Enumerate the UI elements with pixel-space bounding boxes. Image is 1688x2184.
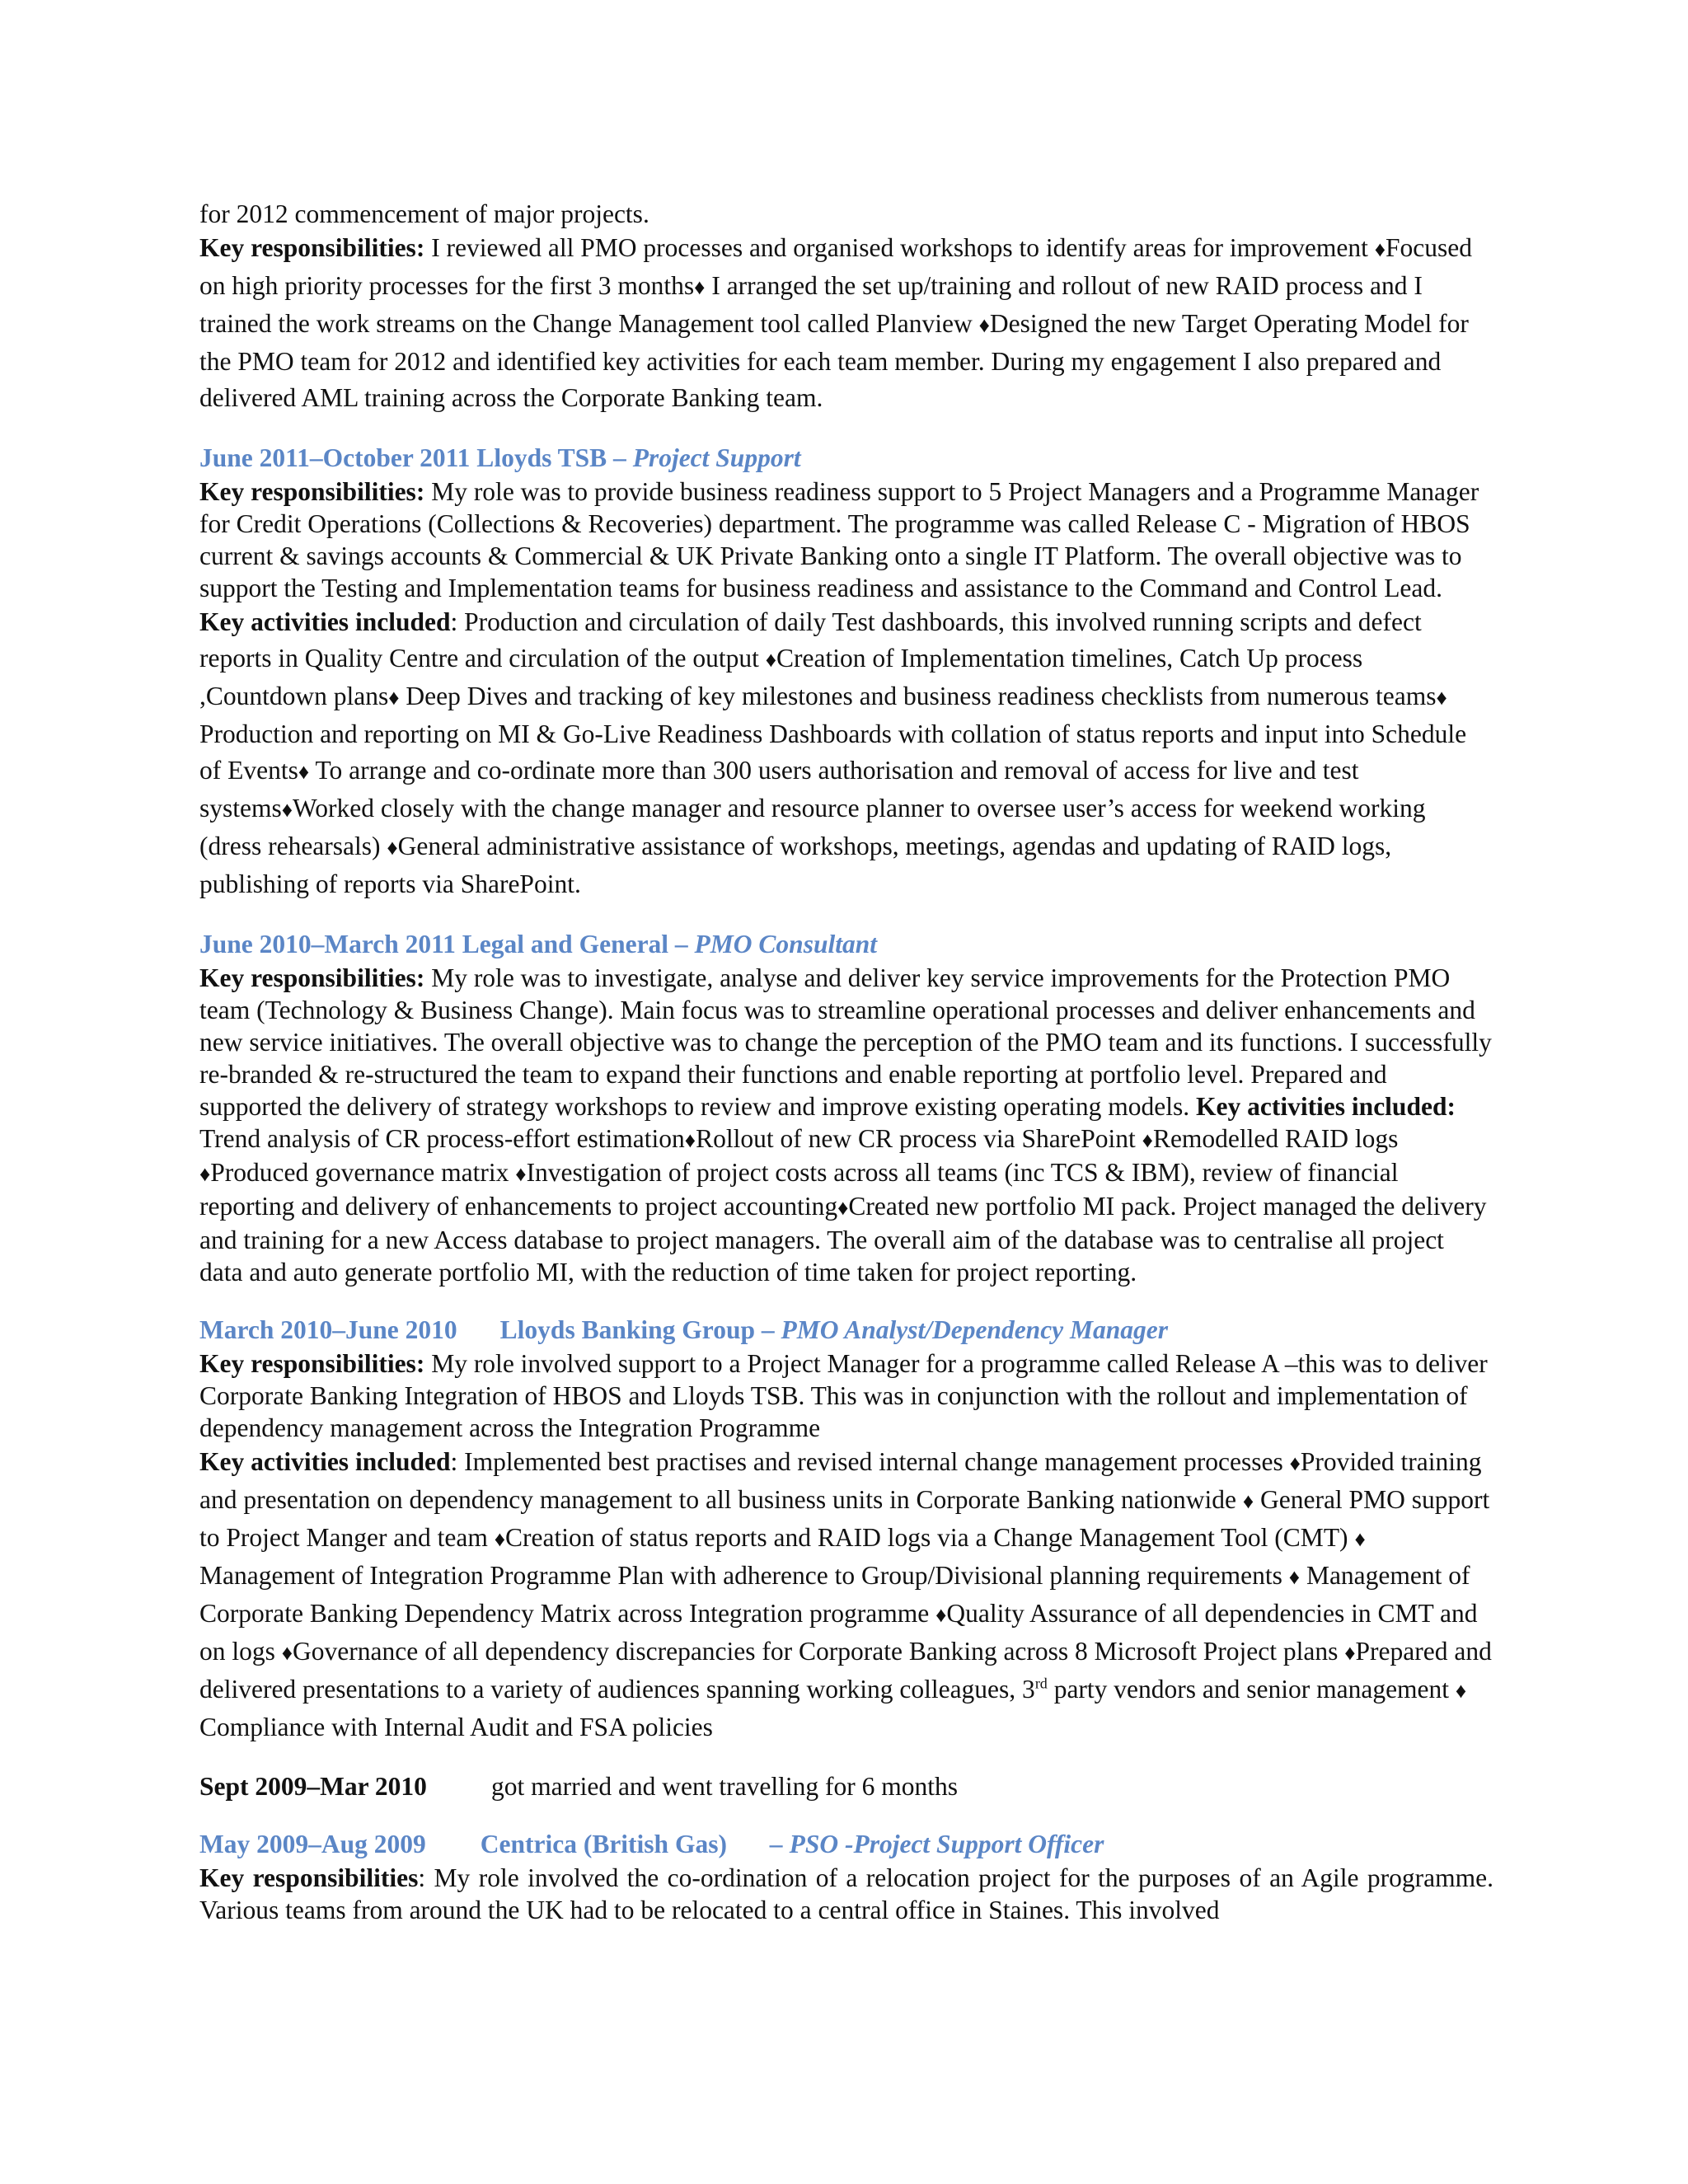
job-heading-text: June 2010–March 2011 Legal and General –	[199, 930, 695, 958]
responsibilities-text: : My role involved the co-ordination of a relocation project for the purposes of an Agile programme. Various teams from around the UK had to be relocated to a central office in Staines. This involved	[199, 1863, 1493, 1924]
career-break-date: Sept 2009–Mar 2010	[199, 1772, 427, 1801]
job-heading-lloyds-banking-group	[199, 1313, 1493, 1347]
intro-line: for 2012 commencement of major projects.	[199, 199, 649, 228]
diamond-bullet-icon: ♦	[684, 1128, 696, 1152]
diamond-bullet-icon: ♦	[765, 648, 776, 672]
activity-text: Deep Dives and tracking of key milestones and business readiness checklists from numerous teams	[399, 682, 1437, 710]
job-heading-centrica	[199, 1827, 1493, 1862]
intro-continuation	[199, 198, 1493, 230]
cv-page	[199, 198, 1493, 1926]
diamond-bullet-icon: ♦	[281, 798, 293, 822]
activity-text: Production and reporting on MI & Go-Live Readiness Dashboards with collation of status reports and input into Schedule of Events	[199, 719, 1467, 785]
activity-text: Worked closely with the change manager and resource planner to oversee user’s access for weekend working (dress rehearsals)	[199, 794, 1426, 860]
diamond-bullet-icon: ♦	[837, 1196, 849, 1220]
diamond-bullet-icon: ♦	[1374, 237, 1386, 261]
activity-text: Compliance with Internal Audit and FSA policies	[199, 1713, 713, 1741]
diamond-bullet-icon: ♦	[1436, 686, 1447, 710]
activity-text: Produced governance matrix	[210, 1158, 516, 1187]
job-role: PMO Consultant	[694, 930, 878, 958]
diamond-bullet-icon: ♦	[935, 1603, 947, 1627]
centrica-responsibilities	[199, 1862, 1493, 1926]
key-activities-label: Key activities included	[199, 1447, 451, 1476]
activity-text: General PMO support to Project Manger and team	[199, 1485, 1490, 1552]
intro-bullet-text: I arranged the set up/training and rollout of new RAID process and I trained the work streams on the Change Management tool called Planview	[199, 271, 1423, 338]
diamond-bullet-icon: ♦	[388, 686, 400, 710]
activity-text: Management of Corporate Banking Dependency Matrix across Integration programme	[199, 1561, 1470, 1628]
responsibilities-text: My role was to investigate, analyse and deliver key service improvements for the Protection PMO team (Technology & Business Change). Main focus was to streamline operational processes and deliver enhancements and new service initiatives. The overall objective was to change the perception of the PMO team and its functions. I successfully re-branded & re-structured the team to expand their functions and enable reporting at portfolio level. Prepared and supported the delivery of strategy workshops to review and improve existing operating models.	[199, 963, 1492, 1121]
activity-text: Rollout of new CR process via SharePoint	[696, 1124, 1142, 1153]
career-break-entry	[199, 1770, 1493, 1802]
legal-general-responsibilities	[199, 962, 1493, 1288]
key-activities-label: Key activities included:	[1195, 1092, 1456, 1121]
career-break-text: got married and went travelling for 6 months	[491, 1772, 958, 1801]
responsibilities-text: My role involved support to a Project Manager for a programme called Release A –this was to deliver Corporate Banking Integration of HBOS and Lloyds TSB. This was in conjunction with the rollout and implementation of dependency management across the Integration Programme	[199, 1349, 1488, 1442]
activity-text: Investigation of project costs across all teams (inc TCS & IBM), review of financial reporting and delivery of enhancements to project accounting	[199, 1158, 1399, 1221]
job-role: PMO Analyst/Dependency Manager	[781, 1315, 1169, 1344]
job-date: March 2010–June 2010	[199, 1315, 457, 1344]
key-responsibilities-label: Key responsibilities:	[199, 1349, 425, 1378]
job-date: May 2009–Aug 2009	[199, 1830, 426, 1858]
lloyds-tsb-responsibilities	[199, 476, 1493, 604]
activity-text: Creation of status reports and RAID logs via a Change Management Tool (CMT)	[505, 1523, 1355, 1552]
job-role: Project Support	[632, 443, 801, 472]
key-responsibilities-label: Key responsibilities:	[199, 233, 425, 262]
lbg-activities	[199, 1444, 1493, 1746]
activity-text: Management of Integration Programme Plan with adherence to Group/Divisional planning requirements	[199, 1561, 1289, 1590]
intro-kr-text: I reviewed all PMO processes and organised workshops to identify areas for improvement	[424, 233, 1375, 262]
diamond-bullet-icon: ♦	[199, 1162, 211, 1186]
diamond-bullet-icon: ♦	[978, 313, 990, 337]
job-heading-lloyds-tsb	[199, 441, 1493, 476]
diamond-bullet-icon: ♦	[515, 1162, 527, 1186]
activity-text: : Implemented best practises and revised internal change management processes	[450, 1447, 1290, 1476]
activity-text: Governance of all dependency discrepancies for Corporate Banking across 8 Microsoft Project plans	[293, 1637, 1345, 1666]
diamond-bullet-icon: ♦	[694, 275, 706, 299]
activity-text: Trend analysis of CR process-effort estimation	[199, 1124, 685, 1153]
diamond-bullet-icon: ♦	[1289, 1451, 1301, 1475]
diamond-bullet-icon: ♦	[281, 1641, 293, 1665]
activity-text: To arrange and co-ordinate more than 300 users authorisation and removal of access for live and test systems	[199, 756, 1359, 823]
intro-responsibilities	[199, 230, 1493, 416]
responsibilities-text: My role was to provide business readiness support to 5 Project Managers and a Programme Manager for Credit Operations (Collections & Recoveries) department. The programme was called Release C - Migration of HBOS current & savings accounts & Commercial & UK Private Banking onto a single IT Platform. The overall objective was to support the Testing and Implementation teams for business readiness and assistance to the Command and Control Lead.	[199, 477, 1479, 602]
key-responsibilities-label: Key responsibilities:	[199, 963, 425, 992]
job-role: – PSO -Project Support Officer	[769, 1830, 1104, 1858]
job-heading-text: June 2011–October 2011 Lloyds TSB –	[199, 443, 633, 472]
diamond-bullet-icon: ♦	[1242, 1489, 1254, 1513]
activity-text: Prepared and delivered presentations to a variety of audiences spanning working colleagues, 3	[199, 1637, 1492, 1704]
diamond-bullet-icon: ♦	[298, 760, 310, 784]
lloyds-tsb-activities	[199, 604, 1493, 902]
key-responsibilities-label: Key responsibilities:	[199, 477, 425, 506]
diamond-bullet-icon: ♦	[1344, 1641, 1356, 1665]
diamond-bullet-icon: ♦	[1288, 1565, 1301, 1589]
activity-text: Created new portfolio MI pack. Project managed the delivery and training for a new Access database to project managers. The overall aim of the database was to centralise all project data and auto generate portfolio MI, with the reduction of time taken for project reporting.	[199, 1192, 1487, 1286]
key-activities-label: Key activities included	[199, 607, 451, 636]
activity-text: Remodelled RAID logs	[1152, 1124, 1399, 1153]
activity-text: : Production and circulation of daily Test dashboards, this involved running scripts and defect reports in Quality Centre and circulation of the output	[199, 607, 1422, 673]
diamond-bullet-icon: ♦	[1354, 1527, 1366, 1551]
job-heading-legal-general	[199, 927, 1493, 962]
job-org: Centrica (British Gas)	[480, 1830, 727, 1858]
activity-text: Creation of Implementation timelines, Catch Up process ,Countdown plans	[199, 644, 1363, 710]
activity-text: General administrative assistance of workshops, meetings, agendas and updating of RAID logs, publishing of reports via SharePoint.	[199, 832, 1392, 898]
job-org: Lloyds Banking Group –	[499, 1315, 781, 1344]
diamond-bullet-icon: ♦	[1142, 1128, 1153, 1152]
ordinal-superscript: rd	[1034, 1675, 1048, 1692]
activity-text: party vendors and senior management	[1047, 1675, 1456, 1704]
key-responsibilities-label: Key responsibilities	[199, 1863, 419, 1892]
diamond-bullet-icon: ♦	[494, 1527, 506, 1551]
diamond-bullet-icon: ♦	[387, 836, 398, 860]
lbg-responsibilities	[199, 1347, 1493, 1444]
intro-bullet-text: Focused on high priority processes for the first 3 months	[199, 233, 1472, 300]
activity-text: Quality Assurance of all dependencies in CMT and on logs	[199, 1599, 1478, 1666]
diamond-bullet-icon: ♦	[1455, 1679, 1467, 1703]
activity-text: Provided training and presentation on dependency management to all business units in Corporate Banking nationwide	[199, 1447, 1482, 1514]
intro-bullet-text: Designed the new Target Operating Model for the PMO team for 2012 and identified key activities for each team member. During my engagement I also prepared and delivered AML training across the Corporate Banking team.	[199, 309, 1469, 412]
